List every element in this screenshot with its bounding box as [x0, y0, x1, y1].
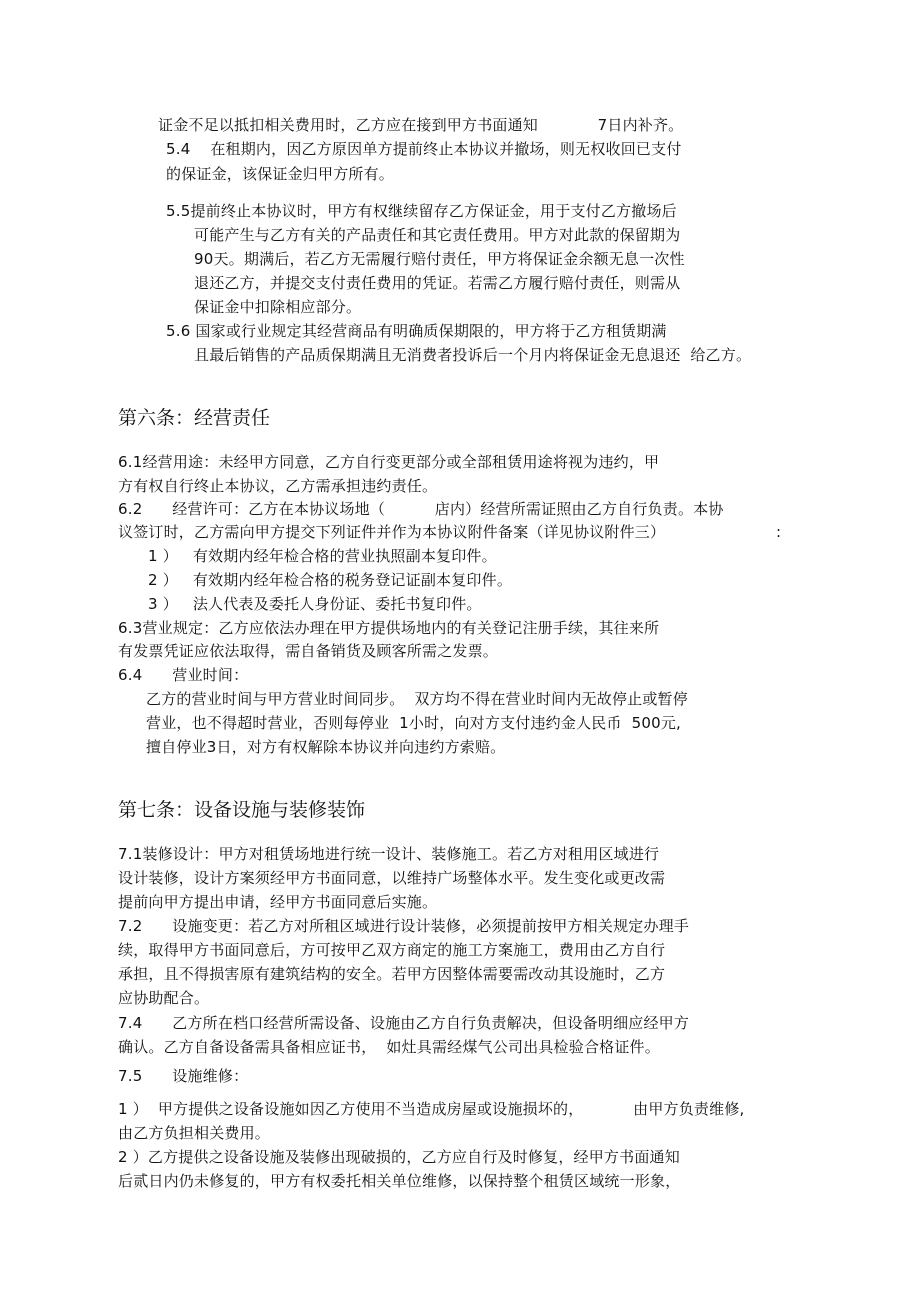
section-6-heading: 第六条：经营责任	[118, 407, 271, 429]
clause-7-4-line-2: 确认。乙方自备设备需具备相应证书， 如灶具需经煤气公司出具检验合格证件。	[118, 1038, 660, 1056]
doc-item-2: 2 ） 有效期内经年检合格的税务登记证副本复印件。	[148, 571, 513, 589]
clause-5-6-line-1: 5.6 国家或行业规定其经营商品有明确质保期限的，甲方将于乙方租赁期满	[166, 322, 667, 340]
clause-6-2-line-1: 6.2 经营许可：乙方在本协议场地（ 店内）经营所需证照由乙方自行负责。本协	[118, 500, 724, 518]
clause-7-1-line-1: 7.1装修设计：甲方对租赁场地进行统一设计、装修施工。若乙方对租用区域进行	[118, 845, 660, 863]
clause-5-6-line-2: 且最后销售的产品质保期满且无消费者投诉后一个月内将保证金无息退还 给乙方。	[194, 346, 752, 364]
clause-6-4-line-4: 擅自停业3日，对方有权解除本协议并向违约方索赔。	[146, 738, 506, 756]
clause-7-2-line-2: 续，取得甲方书面同意后，方可按甲乙双方商定的施工方案施工，费用由乙方自行	[118, 941, 666, 959]
repair-item-2-line-1: 2 ）乙方提供之设备设施及装修出现破损的，乙方应自行及时修复，经甲方书面通知	[118, 1148, 680, 1166]
clause-5-5-line-5: 保证金中扣除相应部分。	[194, 298, 362, 316]
s5-line-1: 证金不足以抵扣相关费用时，乙方应在接到甲方书面通知 7日内补齐。	[158, 116, 684, 134]
clause-5-5-line-2: 可能产生与乙方有关的产品责任和其它责任费用。甲方对此款的保留期为	[194, 226, 681, 244]
clause-6-3-line-1: 6.3营业规定：乙方应依法办理在甲方提供场地内的有关登记注册手续，其往来所	[118, 619, 660, 637]
clause-5-4-line-2: 的保证金，该保证金归甲方所有。	[166, 165, 395, 183]
clause-7-1-line-3: 提前向甲方提出申请，经甲方书面同意后实施。	[118, 893, 438, 911]
clause-7-2-line-4: 应协助配合。	[118, 989, 210, 1007]
clause-5-4-line-1: 5.4 在租期内，因乙方原因单方提前终止本协议并撤场，则无权收回已支付	[166, 140, 682, 158]
clause-7-2-line-1: 7.2 设施变更：若乙方对所租区域进行设计装修，必须提前按甲方相关规定办理手	[118, 917, 690, 935]
clause-7-5-heading: 7.5 设施维修：	[118, 1067, 249, 1085]
clause-6-2-mark: :	[776, 523, 782, 541]
clause-5-5-line-4: 退还乙方，并提交支付责任费用的凭证。若需乙方履行赔付责任，则需从	[194, 274, 681, 292]
clause-6-1-line-2: 方有权自行终止本协议，乙方需承担违约责任。	[118, 477, 438, 495]
repair-item-1-line-1: 1 ） 甲方提供之设备设施如因乙方使用不当造成房屋或设施损坏的， 由甲方负责维修,	[118, 1100, 745, 1118]
doc-item-1: 1 ） 有效期内经年检合格的营业执照副本复印件。	[148, 547, 497, 565]
clause-7-2-line-3: 承担，且不得损害原有建筑结构的安全。若甲方因整体需要需改动其设施时，乙方	[118, 965, 666, 983]
repair-item-1-line-2: 由乙方负担相关费用。	[118, 1124, 271, 1142]
clause-5-5-line-1: 5.5提前终止本协议时，甲方有权继续留存乙方保证金，用于支付乙方撤场后	[166, 202, 677, 220]
clause-6-4-line-2: 乙方的营业时间与甲方营业时间同步。 双方均不得在营业时间内无故停止或暂停	[146, 690, 688, 708]
clause-6-1-line-1: 6.1经营用途：未经甲方同意，乙方自行变更部分或全部租赁用途将视为违约，甲	[118, 453, 660, 471]
repair-item-2-line-2: 后贰日内仍未修复的，甲方有权委托相关单位维修，以保持整个租赁区域统一形象，	[118, 1172, 681, 1190]
section-7-heading: 第七条：设备设施与装修装饰	[118, 799, 366, 821]
clause-6-2-line-2: 议签订时，乙方需向甲方提交下列证件并作为本协议附件备案（详见协议附件三）	[118, 523, 666, 541]
clause-6-3-line-2: 有发票凭证应依法取得，需自备销货及顾客所需之发票。	[118, 642, 499, 660]
clause-5-5-line-3: 90天。期满后，若乙方无需履行赔付责任，甲方将保证金余额无息一次性	[194, 250, 685, 268]
clause-7-4-line-1: 7.4 乙方所在档口经营所需设备、设施由乙方自行负责解决，但设备明细应经甲方	[118, 1014, 690, 1032]
clause-7-1-line-2: 设计装修，设计方案须经甲方书面同意，以维持广场整体水平。发生变化或更改需	[118, 869, 666, 887]
doc-item-3: 3 ） 法人代表及委托人身份证、委托书复印件。	[148, 595, 482, 613]
clause-6-4-line-1: 6.4 营业时间：	[118, 666, 249, 684]
clause-6-4-line-3: 营业，也不得超时营业，否则每停业 1小时，向对方支付违约金人民币 500元,	[146, 714, 682, 732]
